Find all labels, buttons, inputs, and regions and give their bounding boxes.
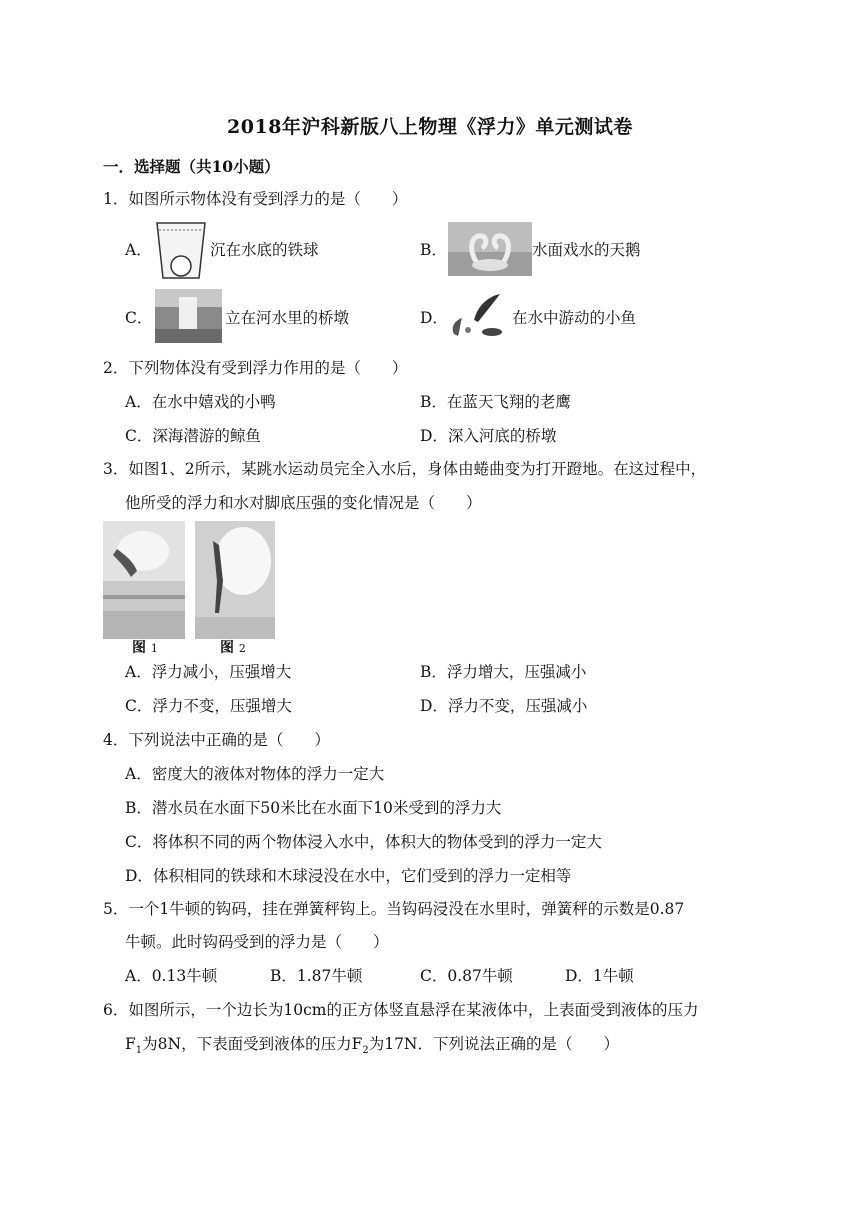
page-title: 2018年沪科新版八上物理《浮力》单元测试卷	[227, 116, 633, 138]
q4-option-c: C．将体积不同的两个物体浸入水中，体积大的物体受到的浮力一定大	[125, 833, 602, 851]
fish-image	[448, 290, 508, 342]
question-3-stem-line1: 3．如图1、2所示，某跳水运动员完全入水后，身体由蜷曲变为打开蹬地。在这过程中，	[103, 460, 707, 478]
q4-option-d: D．体积相同的铁球和木球浸没在水中，它们受到的浮力一定相等	[125, 867, 572, 885]
q1-option-d-text: 在水中游动的小鱼	[512, 309, 637, 327]
q6-f2-subscript: 2	[362, 1045, 369, 1057]
q6-line2-end: 为17N．下列说法正确的是（ ）	[368, 1035, 619, 1053]
question-4-stem: 4．下列说法中正确的是（ ）	[103, 731, 330, 749]
q1-option-d-letter: D．	[420, 309, 448, 327]
figure-2-label: 图	[220, 640, 234, 656]
section-heading: 一．选择题（共10小题）	[103, 157, 280, 176]
q3-option-c: C．浮力不变，压强增大	[125, 697, 292, 715]
q5-option-d: D．1牛顿	[565, 967, 634, 985]
q2-option-d: D．深入河底的桥墩	[420, 427, 557, 445]
figure-1-number: 1	[150, 642, 158, 655]
q4-option-a: A．密度大的液体对物体的浮力一定大	[125, 765, 385, 783]
question-6-stem-line2	[125, 1034, 619, 1061]
q3-option-d: D．浮力不变，压强减小	[420, 697, 588, 715]
q5-option-c: C．0.87牛顿	[420, 967, 513, 985]
q2-option-a: A．在水中嬉戏的小鸭	[125, 393, 276, 411]
q1-option-a-text: 沉在水底的铁球	[210, 241, 319, 259]
figure-2-caption	[220, 638, 246, 659]
figure-1-label: 图	[132, 640, 146, 656]
q5-option-a: A．0.13牛顿	[125, 967, 218, 985]
q1-option-b-letter: B．	[420, 241, 447, 259]
question-3-stem-line2: 他所受的浮力和水对脚底压强的变化情况是（ ）	[125, 494, 482, 512]
swans-image	[448, 222, 532, 276]
figure-1-caption	[132, 638, 158, 659]
q4-option-b: B．潜水员在水面下50米比在水面下10米受到的浮力大	[125, 799, 502, 817]
q1-option-c-letter: C．	[125, 309, 153, 327]
q1-option-a-letter: A．	[125, 241, 152, 259]
diver-figure-2-image	[195, 521, 275, 639]
q3-option-b: B．浮力增大，压强减小	[420, 663, 587, 681]
q2-option-b: B．在蓝天飞翔的老鹰	[420, 393, 571, 411]
question-5-stem-line2: 牛顿。此时钩码受到的浮力是（ ）	[125, 933, 389, 951]
question-6-stem-line1: 6．如图所示，一个边长为10cm的正方体竖直悬浮在某液体中，上表面受到液体的压力	[103, 1001, 699, 1019]
bridge-pier-image	[155, 289, 222, 343]
q6-f1-symbol: F	[125, 1035, 136, 1053]
q6-f1-subscript: 1	[135, 1045, 143, 1057]
figure-2-number: 2	[238, 642, 246, 655]
diver-figure-1-image	[103, 521, 185, 639]
q1-option-c-text: 立在河水里的桥墩	[225, 309, 350, 327]
q6-line2-middle: 为8N，下表面受到液体的压力F	[142, 1035, 363, 1053]
q3-option-a: A．浮力减小，压强增大	[125, 663, 292, 681]
q1-option-b-text: 水面戏水的天鹅	[532, 241, 641, 259]
sunken-iron-ball-image	[155, 220, 207, 282]
question-5-stem-line1: 5．一个1牛顿的钩码，挂在弹簧秤钩上。当钩码浸没在水里时，弹簧秤的示数是0.87	[103, 900, 685, 918]
q2-option-c: C．深海潜游的鲸鱼	[125, 427, 261, 445]
question-2-stem: 2．下列物体没有受到浮力作用的是（ ）	[103, 359, 408, 377]
question-1-stem: 1．如图所示物体没有受到浮力的是（ ）	[103, 190, 408, 208]
q5-option-b: B．1.87牛顿	[270, 967, 363, 985]
